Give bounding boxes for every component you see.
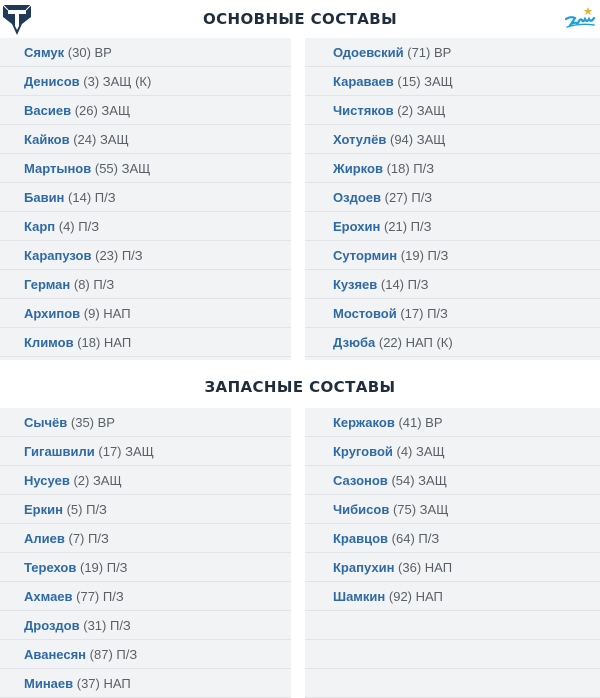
player-row[interactable] [0, 183, 291, 212]
player-row[interactable] [305, 125, 600, 154]
away-substitutes-list [305, 408, 600, 698]
player-number-position: (31) П/З [83, 618, 131, 633]
player-number-position: (19) П/З [80, 560, 128, 575]
player-row[interactable] [0, 495, 291, 524]
player-number-position: (27) П/З [384, 190, 433, 205]
player-name-link[interactable]: Васиев [24, 103, 72, 118]
player-row[interactable] [305, 212, 600, 241]
player-name-link[interactable]: Дроздов [24, 618, 80, 633]
player-row[interactable] [0, 408, 291, 437]
player-row[interactable] [305, 38, 600, 67]
player-name-link[interactable]: Шамкин [333, 589, 386, 604]
player-number-position: (37) НАП [76, 676, 131, 691]
player-row[interactable] [0, 466, 291, 495]
player-row[interactable] [0, 582, 291, 611]
player-number-position: (36) НАП [398, 560, 453, 575]
empty-row [305, 669, 600, 698]
player-name-link[interactable]: Аванесян [24, 647, 87, 662]
player-name-link[interactable]: Жирков [333, 161, 383, 176]
player-row[interactable] [0, 524, 291, 553]
player-name-link[interactable]: Гигашвили [24, 444, 95, 459]
player-row[interactable] [305, 495, 600, 524]
player-row[interactable] [0, 553, 291, 582]
player-number-position: (17) П/З [400, 306, 448, 321]
player-name-link[interactable]: Карапузов [24, 248, 92, 263]
zenit-club-logo-icon[interactable] [563, 6, 597, 34]
starting-lineups-title: ОСНОВНЫЕ СОСТАВЫ [202, 10, 398, 28]
player-number-position: (92) НАП [388, 589, 443, 604]
player-row[interactable] [0, 299, 291, 328]
player-name-link[interactable]: Мартынов [24, 161, 92, 176]
player-name-link[interactable]: Кравцов [333, 531, 389, 546]
player-row[interactable] [305, 408, 600, 437]
substitutes-title: ЗАПАСНЫЕ СОСТАВЫ [204, 378, 396, 396]
player-name-link[interactable]: Крапухин [333, 560, 395, 575]
player-name-link[interactable]: Герман [24, 277, 71, 292]
player-row[interactable] [305, 241, 600, 270]
substitute-lineups [0, 408, 600, 698]
player-row[interactable] [0, 270, 291, 299]
player-name-link[interactable]: Карп [24, 219, 56, 234]
player-number-position: (18) П/З [386, 161, 435, 176]
player-name-link[interactable]: Еркин [24, 502, 63, 517]
player-name-link[interactable]: Сямук [24, 45, 65, 60]
player-row[interactable] [0, 154, 291, 183]
player-row[interactable] [0, 437, 291, 466]
player-name-link[interactable]: Дзюба [333, 335, 376, 350]
player-name-link[interactable]: Сычёв [24, 415, 68, 430]
player-name-link[interactable]: Бавин [24, 190, 65, 205]
player-name-link[interactable]: Ахмаев [24, 589, 73, 604]
player-name-link[interactable]: Круговой [333, 444, 393, 459]
player-name-link[interactable]: Оздоев [333, 190, 381, 205]
player-row[interactable] [305, 154, 600, 183]
player-row[interactable] [305, 524, 600, 553]
player-name-link[interactable]: Караваев [333, 74, 394, 89]
player-name-link[interactable]: Одоевский [333, 45, 404, 60]
empty-row [305, 611, 600, 640]
player-number-position: (35) ВР [70, 415, 115, 430]
player-number-position: (55) ЗАЩ [94, 161, 151, 176]
player-row[interactable] [305, 582, 600, 611]
player-name-link[interactable]: Минаев [24, 676, 74, 691]
player-number-position: (30) ВР [67, 45, 112, 60]
player-number-position: (41) ВР [398, 415, 443, 430]
player-row[interactable] [0, 328, 291, 357]
player-number-position: (4) П/З [58, 219, 100, 234]
player-name-link[interactable]: Кайков [24, 132, 70, 147]
player-row[interactable] [0, 669, 291, 698]
home-substitutes-list [0, 408, 291, 698]
player-number-position: (64) П/З [391, 531, 440, 546]
player-name-link[interactable]: Денисов [24, 74, 80, 89]
player-number-position: (15) ЗАЩ [397, 74, 453, 89]
player-number-position: (19) П/З [400, 248, 449, 263]
tambov-club-logo-icon[interactable] [0, 2, 34, 36]
player-row[interactable] [0, 96, 291, 125]
empty-row [305, 640, 600, 669]
player-number-position: (18) НАП [77, 335, 132, 350]
player-name-link[interactable]: Ерохин [333, 219, 381, 234]
player-row[interactable] [0, 611, 291, 640]
player-number-position: (24) ЗАЩ [73, 132, 129, 147]
player-row[interactable] [305, 270, 600, 299]
player-row[interactable] [0, 125, 291, 154]
player-name-link[interactable]: Чибисов [333, 502, 390, 517]
away-starting-list [305, 38, 600, 360]
player-name-link[interactable]: Мостовой [333, 306, 397, 321]
player-number-position: (75) ЗАЩ [392, 502, 449, 517]
home-starting-list [0, 38, 291, 360]
player-name-link[interactable]: Чистяков [333, 103, 394, 118]
player-number-position: (87) П/З [89, 647, 138, 662]
player-name-link[interactable]: Терехов [24, 560, 77, 575]
player-row[interactable] [305, 328, 600, 357]
player-number-position: (8) П/З [73, 277, 115, 292]
player-name-link[interactable]: Хотулёв [333, 132, 387, 147]
player-number-position: (54) ЗАЩ [391, 473, 447, 488]
player-row[interactable] [305, 466, 600, 495]
player-number-position: (2) ЗАЩ [73, 473, 122, 488]
player-number-position: (14) П/З [380, 277, 429, 292]
player-row[interactable] [305, 299, 600, 328]
player-number-position: (26) ЗАЩ [74, 103, 131, 118]
player-row[interactable] [0, 212, 291, 241]
player-number-position: (71) ВР [407, 45, 452, 60]
player-name-link[interactable]: Кержаков [333, 415, 395, 430]
player-row[interactable] [305, 183, 600, 212]
player-number-position: (94) ЗАЩ [389, 132, 446, 147]
player-name-link[interactable]: Алиев [24, 531, 65, 546]
player-number-position: (4) ЗАЩ [396, 444, 445, 459]
player-row[interactable] [305, 553, 600, 582]
player-row[interactable] [305, 67, 600, 96]
player-name-link[interactable]: Нусуев [24, 473, 70, 488]
player-number-position: (14) П/З [68, 190, 116, 205]
player-name-link[interactable]: Кузяев [333, 277, 378, 292]
starting-lineups-header [0, 0, 600, 38]
player-number-position: (3) ЗАЩ (К) [83, 74, 152, 89]
player-name-link[interactable]: Архипов [24, 306, 81, 321]
player-number-position: (21) П/З [383, 219, 432, 234]
player-number-position: (9) НАП [83, 306, 131, 321]
player-name-link[interactable]: Сазонов [333, 473, 388, 488]
player-name-link[interactable]: Сутормин [333, 248, 398, 263]
player-number-position: (22) НАП (К) [378, 335, 453, 350]
player-number-position: (23) П/З [95, 248, 143, 263]
player-number-position: (77) П/З [76, 589, 124, 604]
player-number-position: (2) ЗАЩ [397, 103, 446, 118]
player-row[interactable] [0, 38, 291, 67]
starting-lineups [0, 38, 600, 360]
player-row[interactable] [305, 437, 600, 466]
player-name-link[interactable]: Климов [24, 335, 74, 350]
substitutes-header [0, 360, 600, 408]
player-number-position: (17) ЗАЩ [98, 444, 154, 459]
player-row[interactable] [0, 67, 291, 96]
player-row[interactable] [305, 96, 600, 125]
player-row[interactable] [0, 640, 291, 669]
player-row[interactable] [0, 241, 291, 270]
player-number-position: (7) П/З [68, 531, 109, 546]
player-number-position: (5) П/З [66, 502, 107, 517]
